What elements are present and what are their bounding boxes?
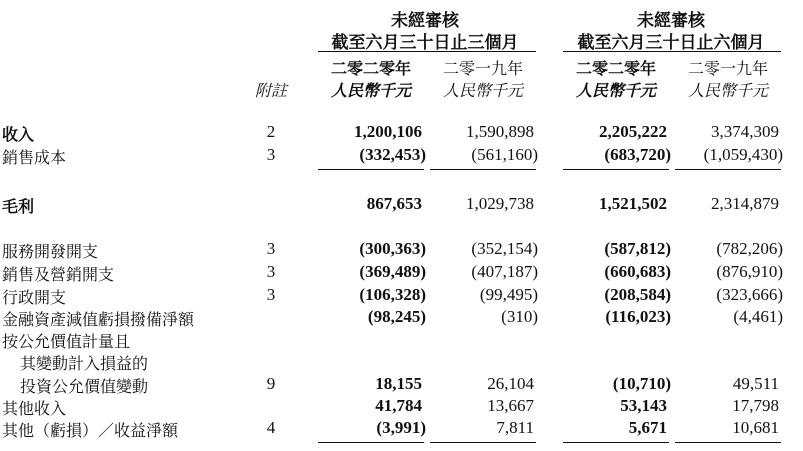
cell-og-3m-2019: 7,811 (496, 418, 534, 437)
bottom-rule (675, 442, 781, 443)
note-header: 附註 (254, 81, 287, 100)
row-note-cost-of-sales: 3 (266, 145, 276, 164)
col-unit-6m-2019: 人民幣千元 (687, 81, 768, 100)
col-year-6m-2019: 二零一九年 (687, 59, 768, 78)
cell-impair-3m-2019: (310) (501, 307, 538, 326)
row-label-fair-value-line2: 其變動計入損益的 (20, 354, 149, 373)
row-note-fair-value: 9 (266, 374, 276, 393)
cell-sell-6m-2020: (660,683) (604, 262, 671, 281)
col-year-3m-2020: 二零二零年 (330, 59, 411, 78)
row-label-gross-profit: 毛利 (2, 197, 35, 216)
cell-sdev-6m-2019: (782,206) (716, 239, 783, 258)
col-unit-3m-2020: 人民幣千元 (330, 81, 411, 100)
cell-sdev-6m-2020: (587,812) (604, 239, 671, 258)
cell-revenue-6m-2019: 3,374,309 (711, 122, 779, 141)
cell-sdev-3m-2019: (352,154) (471, 239, 538, 258)
cell-gross-3m-2019: 1,029,738 (466, 194, 534, 213)
row-note-selling: 3 (266, 262, 276, 281)
cell-oi-6m-2020: 53,143 (620, 396, 667, 415)
cell-oi-3m-2020: 41,784 (375, 396, 422, 415)
cell-impair-6m-2019: (4,461) (733, 307, 783, 326)
cell-og-6m-2019: 10,681 (732, 418, 779, 437)
row-label-other-gains: 其他（虧損）／收益淨額 (2, 421, 179, 440)
cell-fv-6m-2019: 49,511 (732, 374, 779, 393)
row-label-selling: 銷售及營銷開支 (2, 265, 115, 284)
cell-sell-3m-2019: (407,187) (471, 262, 538, 281)
row-label-cost-of-sales: 銷售成本 (2, 148, 67, 167)
cell-fv-6m-2020: (10,710) (612, 374, 671, 393)
cell-gross-3m-2020: 867,653 (366, 194, 422, 213)
cell-gross-6m-2020: 1,521,502 (599, 194, 667, 213)
row-label-revenue: 收入 (2, 125, 35, 144)
cell-admin-3m-2019: (99,495) (479, 285, 538, 304)
col-year-3m-2019: 二零一九年 (442, 59, 523, 78)
subtotal-rule (430, 169, 536, 170)
cell-admin-3m-2020: (106,328) (359, 285, 426, 304)
cell-cost-6m-2020: (683,720) (604, 145, 671, 164)
cell-og-6m-2020: 5,671 (628, 418, 667, 437)
cell-oi-3m-2019: 13,667 (487, 396, 534, 415)
cell-oi-6m-2019: 17,798 (732, 396, 779, 415)
row-label-admin: 行政開支 (2, 288, 67, 307)
col-unit-6m-2020: 人民幣千元 (575, 81, 656, 100)
cell-cost-3m-2020: (332,453) (359, 145, 426, 164)
col-unit-3m-2019: 人民幣千元 (442, 81, 523, 100)
cell-cost-3m-2019: (561,160) (471, 145, 538, 164)
cell-revenue-6m-2020: 2,205,222 (599, 122, 667, 141)
cell-cost-6m-2019: (1,059,430) (703, 145, 783, 164)
bottom-rule (318, 442, 424, 443)
row-label-other-income: 其他收入 (2, 399, 67, 418)
period-rule-6m (563, 51, 781, 52)
bottom-rule (563, 442, 669, 443)
cell-sell-3m-2020: (369,489) (359, 262, 426, 281)
period-status-3m: 未經審核 (391, 11, 459, 31)
period-label-3m: 截至六月三十日止三個月 (331, 33, 519, 53)
subtotal-rule (675, 169, 781, 170)
cell-gross-6m-2019: 2,314,879 (711, 194, 779, 213)
bottom-rule (430, 442, 536, 443)
cell-og-3m-2020: (3,991) (376, 418, 426, 437)
col-year-6m-2020: 二零二零年 (575, 59, 656, 78)
cell-sell-6m-2019: (876,910) (716, 262, 783, 281)
cell-revenue-3m-2019: 1,590,898 (466, 122, 534, 141)
subtotal-rule (318, 169, 424, 170)
period-label-6m: 截至六月三十日止六個月 (577, 33, 765, 53)
row-note-other-gains: 4 (266, 418, 276, 437)
row-note-service-dev: 3 (266, 239, 276, 258)
cell-fv-3m-2020: 18,155 (375, 374, 422, 393)
cell-revenue-3m-2020: 1,200,106 (354, 122, 422, 141)
cell-admin-6m-2019: (323,666) (716, 285, 783, 304)
cell-sdev-3m-2020: (300,363) (359, 239, 426, 258)
row-label-impairment: 金融資產減值虧損撥備淨額 (2, 310, 195, 329)
row-label-fair-value-line3: 投資公允價值變動 (20, 377, 149, 396)
row-label-service-dev: 服務開發開支 (2, 242, 99, 261)
period-rule-3m (318, 51, 536, 52)
cell-impair-6m-2020: (116,023) (605, 307, 671, 326)
period-status-6m: 未經審核 (637, 11, 705, 31)
row-note-revenue: 2 (266, 122, 276, 141)
row-label-fair-value-line1: 按公允價值計量且 (2, 332, 131, 351)
cell-fv-3m-2019: 26,104 (487, 374, 534, 393)
subtotal-rule (563, 169, 669, 170)
row-note-admin: 3 (266, 285, 276, 304)
cell-impair-3m-2020: (98,245) (367, 307, 426, 326)
cell-admin-6m-2020: (208,584) (604, 285, 671, 304)
